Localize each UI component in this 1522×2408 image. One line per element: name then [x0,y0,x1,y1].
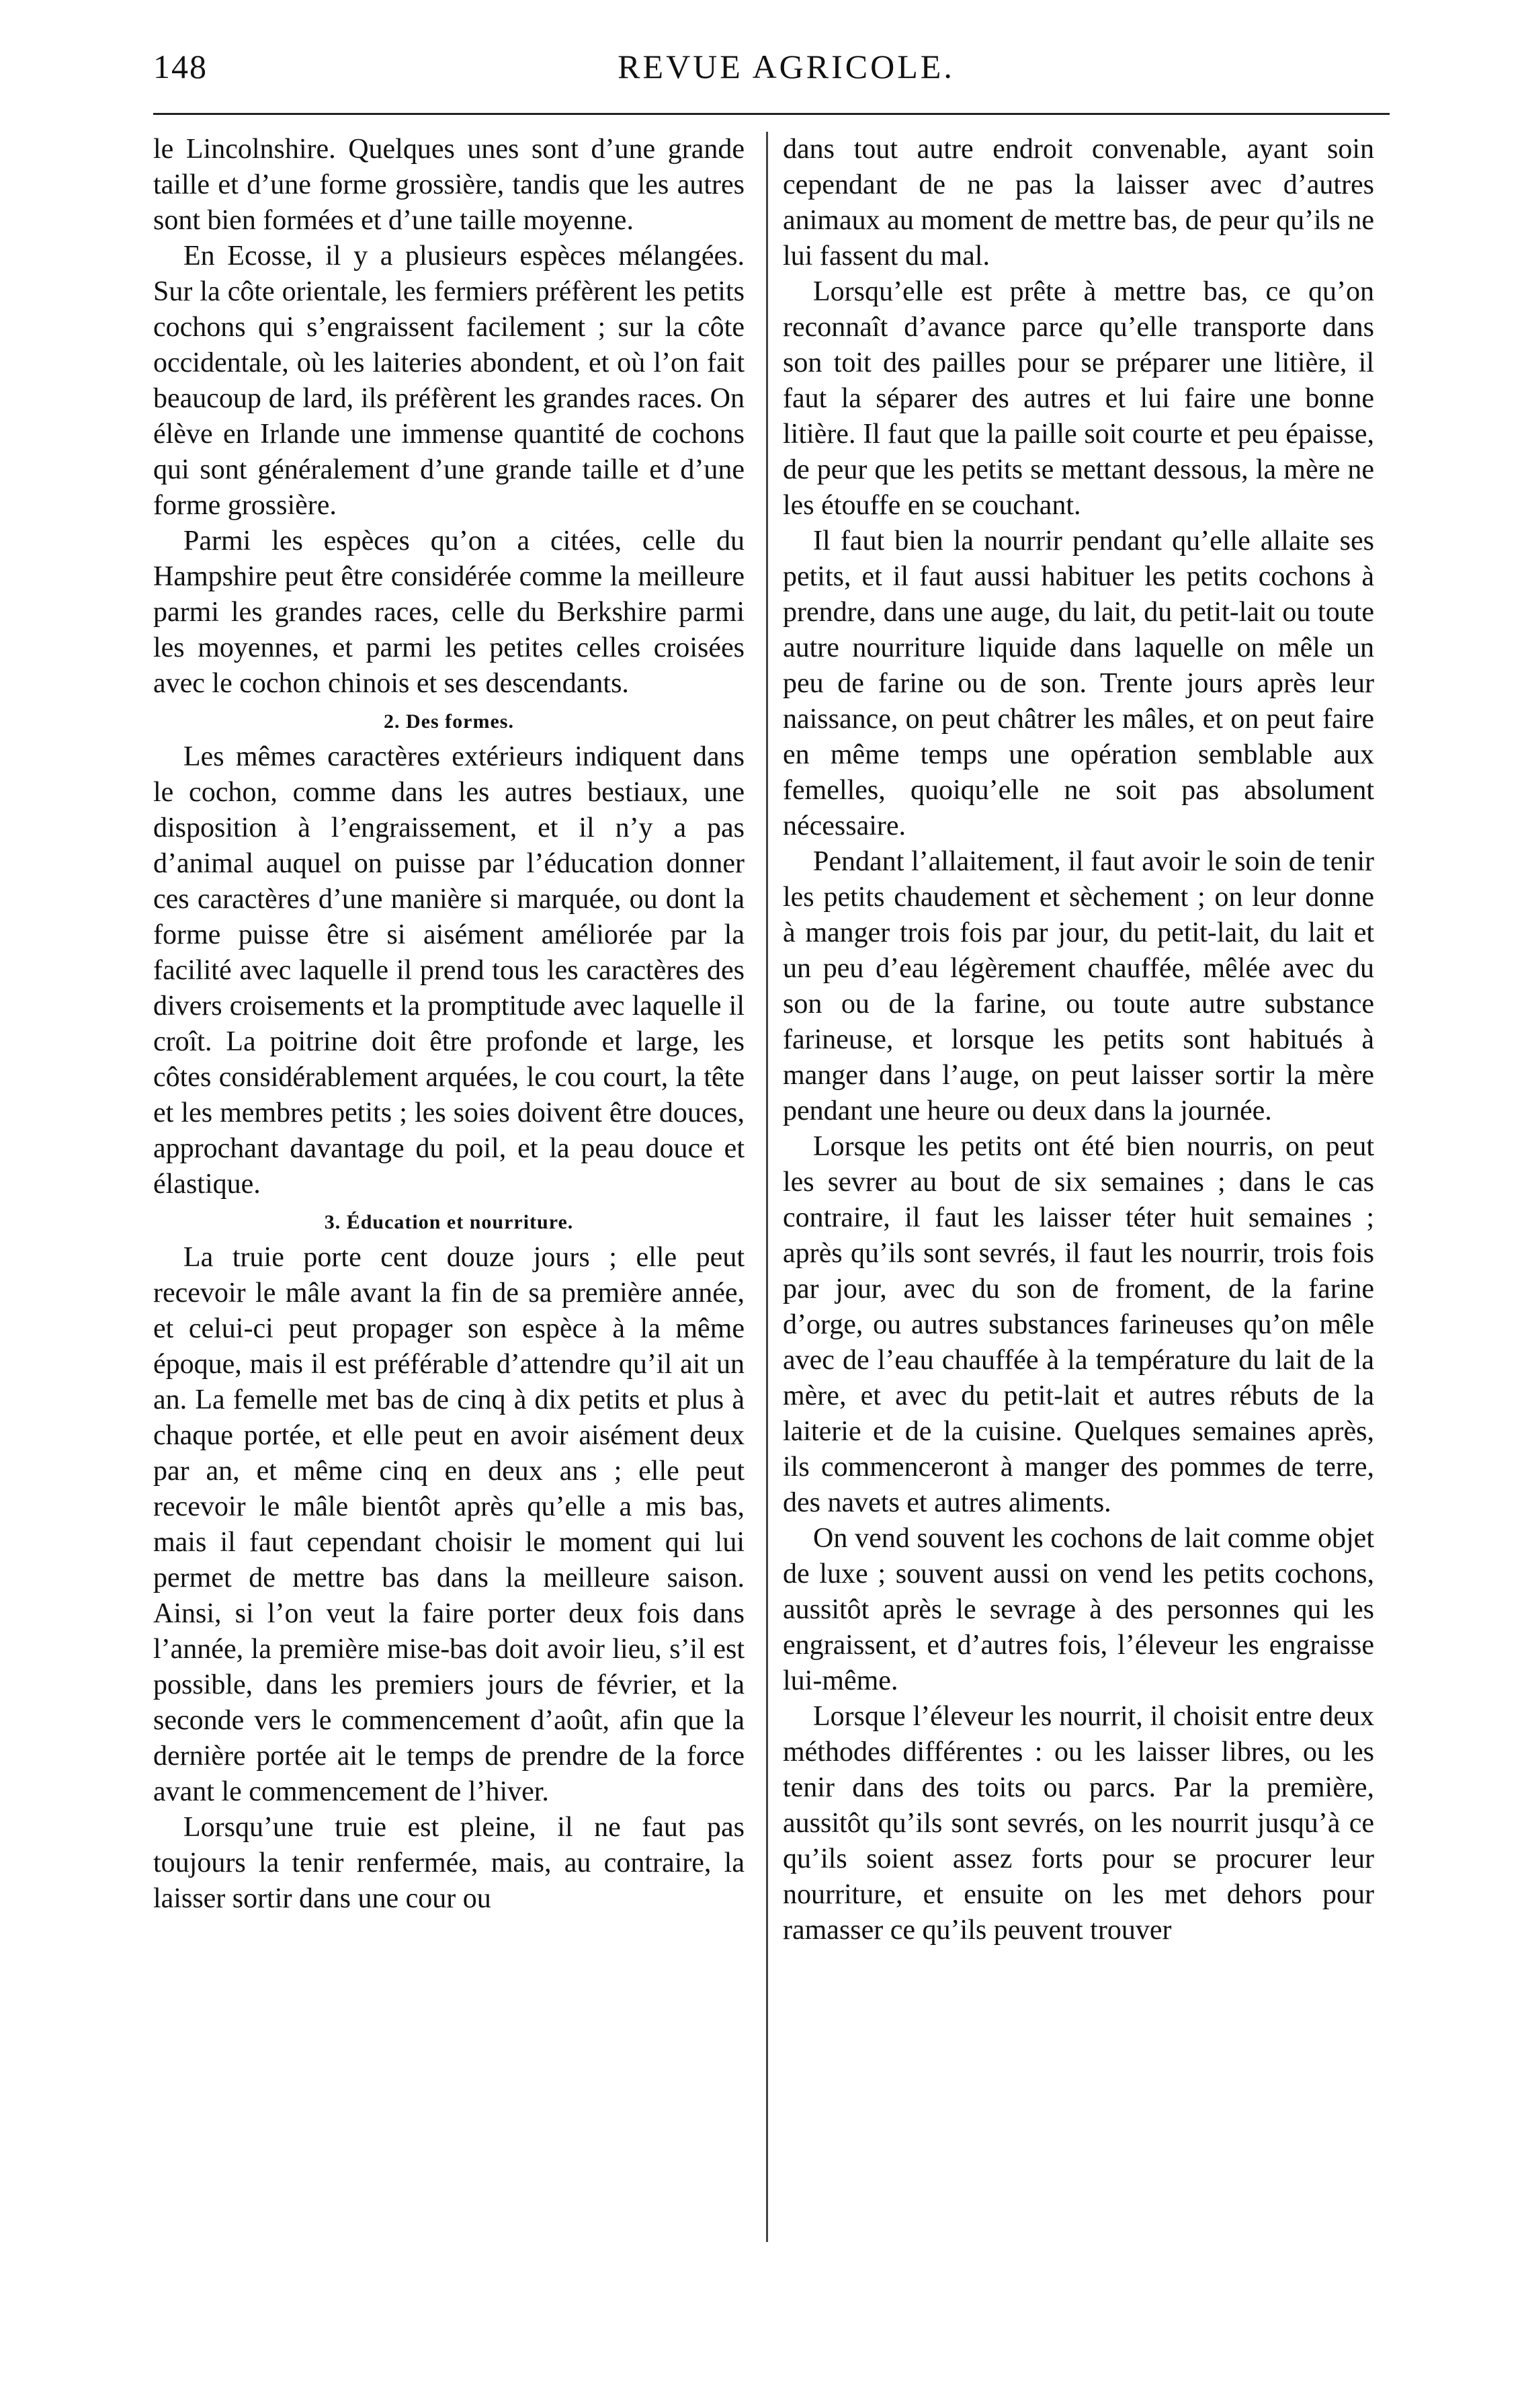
paragraph: Il faut bien la nourrir pendant qu’elle allaite ses petits, et il faut aussi habituer les petits cochons à prendre, dans une auge, du lait, du petit-lait ou toute autre nourriture liquide dans laquelle on mêle un peu de farine ou de son. Trente jours après leur naissance, on peut châtrer les mâles, et on peut faire en même temps une opération semblable aux femelles, quoiqu’elle ne soit pas absolument nécessaire. [783,526,1374,841]
section-heading: 2. Des formes. [384,710,514,733]
paragraph: Lorsque l’éleveur les nourrit, il choisit entre deux méthodes différentes : ou les laisser libres, ou les tenir dans des toits ou parcs. Par la première, aussitôt qu’ils sont sevrés, on les nourrit jusqu’à ce qu’ils soient assez forts pour se procurer leur nourriture, et ensuite on les met dehors pour ramasser ce qu’ils peuvent trouver [783,1701,1374,1946]
left-column [153,132,745,1917]
paragraph: le Lincolnshire. Quelques unes sont d’une grande taille et d’une forme grossière, tandis que les autres sont bien formées et d’une taille moyenne. [153,134,745,236]
paragraph: Parmi les espèces qu’on a citées, celle du Hampshire peut être considérée comme la meilleure parmi les grandes races, celle du Berkshire parmi les moyennes, et parmi les petites celles croisées avec le cochon chinois et ses descendants. [153,526,745,699]
paragraph: Lorsqu’elle est prête à mettre bas, ce qu’on reconnaît d’avance parce qu’elle transporte dans son toit des pailles pour se préparer une litière, il faut la séparer des autres et lui faire une bonne litière. Il faut que la paille soit courte et peu épaisse, de peur que les petits se mettant dessous, la mère ne les étouffe en se couchant. [783,276,1374,521]
paragraph: Lorsqu’une truie est pleine, il ne faut pas toujours la tenir renfermée, mais, au contraire, la laisser sortir dans une cour ou [153,1812,745,1914]
paragraph: La truie porte cent douze jours ; elle peut recevoir le mâle avant la fin de sa première année, et celui-ci peut propager son espèce à la même époque, mais il est préférable d’attendre qu’il ait un an. La femelle met bas de cinq à dix petits et plus à chaque portée, et elle peut en avoir aisément deux par an, et même cinq en deux ans ; elle peut recevoir le mâle bientôt après qu’elle a mis bas, mais il faut cependant choisir le moment qui lui permet de mettre bas dans la meilleure saison. Ainsi, si l’on veut la faire porter deux fois dans l’année, la première mise-bas doit avoir lieu, s’il est possible, dans les premiers jours de février, et la seconde vers le commencement d’août, afin que la dernière portée ait le temps de prendre de la force avant le commencement de l’hiver. [153,1242,745,1807]
page-number: 148 [153,48,208,85]
section-heading: 3. Éducation et nourriture. [324,1211,574,1233]
running-title: REVUE AGRICOLE. [618,48,955,85]
header-rule [153,113,1390,115]
paragraph: dans tout autre endroit convenable, ayant soin cependant de ne pas la laisser avec d’autres animaux au moment de mettre bas, de peur qu’ils ne lui fassent du mal. [783,134,1374,272]
paragraph: En Ecosse, il y a plusieurs espèces mélangées. Sur la côte orientale, les fermiers préfèrent les petits cochons qui s’engraissent facilement ; sur la côte occidentale, où les laiteries abondent, et où l’on fait beaucoup de lard, ils préfèrent les grandes races. On élève en Irlande une immense quantité de cochons qui sont généralement d’une grande taille et d’une forme grossière. [153,241,745,521]
paragraph: Lorsque les petits ont été bien nourris, on peut les sevrer au bout de six semaines ; dans le cas contraire, il faut les laisser téter huit semaines ; après qu’ils sont sevrés, il faut les nourrir, trois fois par jour, avec du son de froment, de la farine d’orge, ou autres substances farineuses qu’on mêle avec de l’eau chauffée à la température du lait de la mère, et avec du petit-lait et autres rébuts de la laiterie et de la cuisine. Quelques semaines après, ils commenceront à manger des pommes de terre, des navets et autres aliments. [783,1131,1374,1518]
paragraph: Pendant l’allaitement, il faut avoir le soin de tenir les petits chaudement et sèchement ; on leur donne à manger trois fois par jour, du petit-lait, du lait et un peu d’eau légèrement chauffée, mêlée avec du son ou de la farine, ou toute autre substance farineuse, et lorsque les petits sont habitués à manger dans l’auge, on peut laisser sortir la mère pendant une heure ou deux dans la journée. [783,846,1374,1126]
paragraph: Les mêmes caractères extérieurs indiquent dans le cochon, comme dans les autres bestiaux, une disposition à l’engraissement, et il n’y a pas d’animal auquel on puisse par l’éducation donner ces caractères d’une manière si marquée, ou dont la forme puisse être si aisément améliorée par la facilité avec laquelle il prend tous les caractères des divers croisements et la promptitude avec laquelle il croît. La poitrine doit être profonde et large, les côtes considérablement arquées, le cou court, la tête et les membres petits ; les soies doivent être douces, approchant davantage du poil, et la peau douce et élastique. [153,741,745,1200]
right-column [783,132,1374,1948]
paragraph: On vend souvent les cochons de lait comme objet de luxe ; souvent aussi on vend les petits cochons, aussitôt après le sevrage à des personnes qui les engraissent, et d’autres fois, l’éleveur les engraisse lui-même. [783,1523,1374,1696]
column-rule [766,132,768,2242]
